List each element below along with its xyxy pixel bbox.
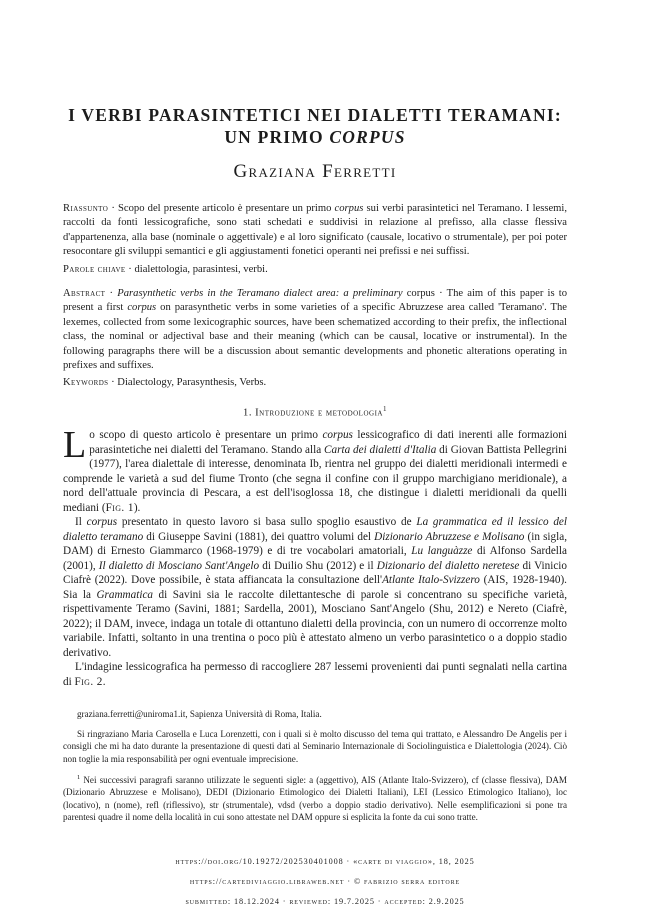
italic-run: Il dialetto di Mosciano Sant'Angelo — [98, 559, 260, 572]
text-run: o scopo di questo articolo è presentare un primo — [89, 429, 323, 442]
italic-run: La grammatica ed il lessico del dialetto teramano — [63, 516, 567, 543]
title-corpus-word: CORPUS — [329, 127, 406, 147]
body-paragraph-1 — [63, 424, 567, 515]
text-run: (in sigla, DAM) di Ernesto Giammarco (1968-1979) e di tre vocabolari amatoriali, — [63, 530, 567, 558]
separator: · — [108, 203, 119, 214]
footnote-1 — [63, 772, 567, 824]
footnote-1-text: Nei successivi paragrafi saranno utilizzate le seguenti sigle: a (aggettivo), AIS (Atlante Italo-Svizzero), cf (classe flessiva), DAM (Dizionario Abruzzese e Molisano), DEDI (Dizionario Etimologico dei Dialetti Italiani), LEI (Lessico Etimologico Italiano), loc (locativo), n (nome), refl (riflessivo), str (strumentale), vdsd (verbo a doppio stadio derivativo). Nelle esemplificazioni si pone tra parentesi quadre il nome della località in cui sono attestate nel DAM oppure si esplicita la fonte da cui sono tratte. — [63, 775, 567, 823]
text-run: ). — [133, 501, 141, 514]
text-run: di Giovan Battista Pellegrini (1977), l'area dialettale di interesse, denominata Ib, rientra nel gruppo dei dialetti meridionali intermedi e comprende le varietà a sud del fiume Tronto (che segna il confine con il gruppo marchigiano meridionale), a nord dell'attuale provincia di Pescara, a est dell'isoglossa 18, che distingue i dialetti meridionali da quelli mediani ( — [63, 443, 567, 514]
parole-chiave-text: dialettologia, parasintesi, verbi. — [134, 263, 268, 275]
footer-doi-line[interactable]: https://doi.org/10.19272/202530401008 · «carte di viaggio», 18, 2025 — [175, 857, 475, 866]
separator: · — [125, 263, 135, 275]
text-run: lessicografico di dati inerenti alle formazioni parasintetiche nei dialetti del Teramano. Stando alla — [89, 429, 567, 456]
italic-run: Lu languàzze — [411, 545, 473, 558]
title-line-2 — [63, 126, 567, 148]
italic-run: corpus — [322, 429, 353, 442]
text-run: presentato in questo lavoro si basa sullo spoglio esaustivo de — [117, 516, 417, 529]
footnote-mark: 1 — [77, 774, 81, 782]
text-run: L'indagine lessicografica ha permesso di raccogliere 287 lessemi provenienti dai punti segnalati nella cartina di — [63, 661, 567, 688]
italic-run: Carta dei dialetti d'Italia — [324, 443, 437, 456]
riassunto-paragraph — [63, 202, 567, 260]
abstract-paragraph — [63, 287, 567, 373]
italic-run: corpus — [334, 203, 364, 214]
text-run: . — [102, 675, 106, 688]
figure-ref[interactable]: Fig. 2 — [74, 675, 103, 688]
author-affiliation: graziana.ferretti@uniroma1.it, Sapienza Università di Roma, Italia. — [77, 709, 322, 720]
section-heading — [63, 405, 567, 419]
text-run: on parasynthetic verbs in some varieties of a specific Abruzzese area called 'Teramano'. The lexemes, collected from some lexicographic sources, have been schematized according to their prefix, the inflectional class, the nominal or adjectival base and their meaning (which can be causal, locative or instrumental). In the following paragraphs there will be a discussion about semantic developments and phonetic alterations operating in prefixes and suffixes. — [63, 302, 568, 372]
italic-run: corpus — [86, 516, 118, 529]
title-line-1: I VERBI PARASINTETICI NEI DIALETTI TERAMANI: — [68, 105, 562, 125]
keywords-text: Dialectology, Parasynthesis, Verbs. — [117, 377, 267, 389]
text-run: di Duilio Shu (2012) e il — [259, 559, 377, 572]
footer-dates-line: submitted: 18.12.2024 · reviewed: 19.7.2025 · accepted: 2.9.2025 — [185, 897, 465, 906]
title-line-2-prefix: UN PRIMO — [224, 127, 330, 147]
parole-chiave-paragraph — [63, 263, 567, 277]
section-heading-text: 1. Introduzione e metodologia — [243, 407, 383, 419]
italic-run: Grammatica — [96, 588, 154, 601]
italic-run: Atlante Italo-Svizzero — [382, 574, 480, 587]
text-run: di Giuseppe Savini (1881), dei quattro volumi del — [143, 530, 375, 543]
italic-run: Dizionario del dialetto neretese — [376, 559, 520, 572]
abstract-label: Abstract — [63, 288, 106, 300]
text-run: di Vinicio Ciafrè (2022). Dove possibile, è stata affiancata la consultazione dell' — [63, 559, 567, 587]
footnote-ref[interactable]: 1 — [382, 404, 387, 413]
body-paragraph-3 — [63, 660, 567, 689]
text-run: di Alfonso Sardella (2001), — [63, 545, 567, 572]
footnotes — [63, 708, 567, 823]
italic-run: corpus — [127, 302, 157, 314]
italic-run: Dizionario Abruzzese e Molisano — [374, 530, 525, 543]
body-paragraph-2 — [63, 515, 567, 660]
footer-publisher-line[interactable]: https://cartediviaggio.libraweb.net · © fabrizio serra editore — [189, 877, 461, 886]
text-run: Il — [75, 516, 87, 529]
body-text — [63, 424, 568, 689]
drop-cap: L — [63, 424, 87, 467]
parole-chiave-label: Parole chiave — [63, 263, 126, 275]
text-run: (AIS, 1928-1940). Sia la — [63, 574, 567, 601]
text-run: di Savini sia le raccolte dilettantesche di parole si concentrano su specifiche varietà, rispettivamente Teramo (Savini, 1881; Sardella, 2001), Mosciano Sant'Angelo (Shu, 2012) e Nereto (Ciafrè, 2022); il DAM, invece, indaga un totale di ottantuno dialetti della provincia, con un numero di occorrenze molto variabile. Infatti, soltanto in una trentina o poco più è attestato almeno un verbo parasintetico o a doppio stadio derivativo. — [63, 588, 568, 659]
acknowledgements: Si ringraziano Maria Carosella e Luca Lorenzetti, con i quali si è molto discusso del tema qui trattato, e Alessandro De Angelis per i consigli che mi ha dato durante la presentazione di questi dati al Seminario Internazionale di Sociolinguistica e Dialettologia (2024). Ciò non toglie la mia responsabilità per ogni eventuale imprecisione. — [63, 728, 567, 764]
article-title — [63, 0, 567, 148]
text-run: Scopo del presente articolo è presentare un primo — [118, 203, 335, 214]
keywords-label: Keywords — [63, 377, 109, 389]
author-name: Graziana Ferretti — [233, 161, 397, 182]
text-run: sui verbi parasintetici nel Teramano. I lessemi, raccolti da fonti lessicografiche, sono stati schedati e suddivisi in relazione al prefisso, alla classe flessiva d'appartenenza, alla base (nominale o aggettivale) e al loro significato (causale, locativo o strumentale), per poi poter resocontare gli sviluppi semantici e gli aggiustamenti fonetici operanti nei prefissi e nei suffissi. — [63, 203, 567, 258]
keywords-paragraph — [63, 376, 567, 390]
figure-ref[interactable]: Fig. 1 — [105, 501, 134, 514]
abstracts-block — [63, 202, 567, 391]
abstract-english-title: Parasynthetic verbs in the Teramano dialect area: a preliminary — [117, 288, 403, 300]
separator: · — [105, 288, 118, 300]
text-run: corpus · The aim of this paper is to present a first — [63, 288, 568, 314]
riassunto-label: Riassunto — [63, 203, 109, 214]
separator: · — [108, 377, 118, 389]
